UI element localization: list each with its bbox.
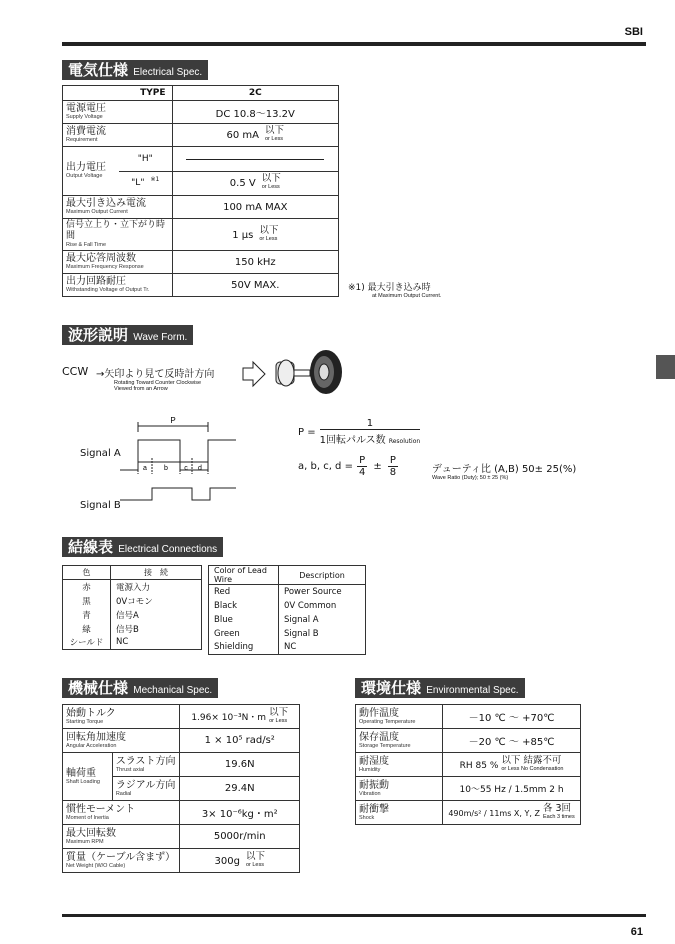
supply-label: 電源電圧 [66, 103, 106, 114]
formula-p [298, 418, 420, 446]
withstand-row [63, 274, 339, 297]
conn-jp-desc: NC [116, 637, 129, 648]
shock-unit-en: Each 3 times [542, 813, 575, 820]
formula-abcd-pm: ± [373, 461, 382, 472]
p-label: P [170, 416, 176, 425]
rise-unit-en: or Less [259, 235, 278, 242]
shock-label-en: Shock [359, 814, 375, 821]
conn-jp-head-color: 色 [63, 566, 111, 580]
conn-en-color: Black [209, 599, 279, 613]
supply-row [63, 101, 339, 124]
thrust-label-en: Thrust axial [115, 766, 145, 773]
humidity-unit-en: or Less No Condensation [501, 765, 564, 772]
table-row [209, 641, 366, 655]
accel-row [63, 729, 300, 753]
electrical-section-title [62, 60, 208, 80]
conn-en-color: Shielding [209, 641, 279, 655]
st-temp-value: －20 ℃ ～ +85℃ [443, 729, 581, 753]
shock-row [356, 801, 581, 825]
wave-title-jp: 波形説明 [68, 326, 129, 344]
max-out-label: 最大引き込み電流 [66, 198, 146, 209]
formula-abcd-den2: 8 [389, 467, 397, 478]
environmental-title-en: Environmental Spec. [426, 685, 519, 696]
encoder-illustration [240, 348, 350, 400]
humidity-label-en: Humidity [359, 766, 381, 773]
torque-row [63, 705, 300, 729]
withstand-label: 出力回路耐圧 [66, 276, 126, 287]
table-row [209, 599, 366, 613]
formula-abcd-lhs: a, b, c, d = [298, 461, 353, 472]
output-label-en: Output Voltage [66, 173, 103, 179]
environmental-title-jp: 環境仕様 [361, 679, 422, 697]
signal-a-label: Signal A [80, 448, 121, 459]
connections-table-en [208, 565, 366, 655]
inertia-value: 3× 10⁻⁶kg・m² [180, 801, 300, 825]
electrical-footnote [348, 280, 441, 299]
a-label: a [143, 465, 147, 472]
op-temp-label-en: Operating Temperature [359, 718, 416, 725]
supply-value: DC 10.8～13.2V [172, 101, 338, 124]
rise-unit: 以下 [259, 224, 279, 236]
table-row [209, 585, 366, 599]
formula-p-num: 1 [366, 418, 374, 429]
thrust-row [63, 753, 300, 777]
conn-jp-desc: 電源入力 [116, 582, 151, 593]
output-l-value: 0.5 V [229, 177, 256, 189]
vibration-label: 耐振動 [359, 779, 389, 791]
table-row [63, 608, 202, 622]
formula-abcd-den1: 4 [358, 467, 366, 478]
output-h-label: "H" [119, 147, 172, 172]
current-label: 消費電流 [66, 126, 106, 137]
environmental-section-title [355, 678, 525, 698]
table-row [209, 627, 366, 641]
footnote-jp: 最大引き込み時 [367, 283, 431, 293]
shock-unit: 各 3回 [542, 802, 572, 814]
side-index-tab [656, 355, 675, 379]
output-h-dash [186, 159, 324, 160]
mechanical-section-title [62, 678, 218, 698]
conn-en-desc: NC [284, 642, 297, 653]
current-value: 60 mA [226, 130, 259, 141]
current-label-en: Requirement [66, 137, 98, 143]
rpm-value: 5000r/min [180, 825, 300, 849]
output-l-label: "L" [131, 178, 145, 189]
mechanical-title-jp: 機械仕様 [68, 679, 129, 697]
supply-label-en: Supply Voltage [66, 114, 103, 120]
freq-label-en: Maximum Frequency Response [66, 264, 144, 270]
load-label-en: Shaft Loading [66, 778, 100, 785]
rise-row [63, 219, 339, 251]
max-out-label-en: Maximum Output Current [66, 209, 128, 215]
vibration-value: 10～55 Hz / 1.5mm 2 h [443, 777, 581, 801]
type-value: 2C [172, 86, 338, 101]
conn-jp-color: 黒 [63, 594, 111, 608]
rpm-row [63, 825, 300, 849]
conn-en-desc: 0V Common [284, 600, 337, 611]
top-rule [62, 42, 646, 46]
table-row [63, 636, 202, 650]
electrical-spec-table [62, 85, 339, 297]
rise-value: 1 μs [232, 229, 254, 241]
torque-value: 1.96× 10⁻³N・m [191, 712, 267, 723]
weight-label-en: Net Weight (W/O Cable) [66, 862, 126, 869]
duty-ratio [432, 460, 576, 481]
footnote-mark: ※1) [348, 283, 365, 293]
weight-row [63, 849, 300, 873]
weight-unit-en: or Less [245, 861, 264, 868]
vibration-row [356, 777, 581, 801]
conn-jp-head-conn: 接 続 [111, 566, 202, 580]
formula-abcd-num: P [359, 455, 366, 466]
arrow-icon [243, 362, 265, 386]
conn-jp-color: 青 [63, 608, 111, 622]
rotation-description [96, 365, 214, 392]
conn-en-color: Blue [209, 613, 279, 627]
inertia-row [63, 801, 300, 825]
rotation-jp: →矢印より見て反時計方向 [96, 369, 215, 380]
rpm-label: 最大回転数 [66, 827, 116, 839]
torque-label-en: Starting Torque [66, 718, 104, 725]
conn-en-desc: Signal B [284, 628, 319, 639]
st-temp-label-en: Storage Temperature [359, 742, 411, 749]
weight-label: 質量（ケーブル含まず） [66, 851, 176, 863]
formula-abcd [298, 455, 398, 478]
ccw-label: CCW [62, 365, 89, 378]
op-temp-row [356, 705, 581, 729]
accel-label: 回転角加速度 [66, 731, 126, 743]
environmental-spec-table [355, 704, 581, 825]
shock-value: 490m/s² / 11ms X, Y, Z [448, 808, 540, 818]
connections-table-jp [62, 565, 202, 650]
table-row [63, 622, 202, 636]
max-out-row [63, 196, 339, 219]
mechanical-title-en: Mechanical Spec. [133, 685, 213, 696]
st-temp-label: 保存温度 [359, 731, 399, 743]
max-out-value: 100 mA MAX [172, 196, 338, 219]
bottom-rule [62, 914, 646, 917]
accel-label-en: Angular Acceleration [66, 742, 117, 749]
weight-value: 300g [214, 855, 240, 867]
current-unit-en: or Less [265, 136, 284, 142]
table-row [63, 594, 202, 608]
formula-p-lhs: P = [298, 426, 316, 438]
freq-value: 150 kHz [172, 251, 338, 274]
shock-label: 耐衝撃 [359, 803, 389, 815]
op-temp-label: 動作温度 [359, 707, 399, 719]
output-l-unit: 以下 [261, 173, 281, 184]
current-unit: 以下 [265, 125, 285, 136]
inertia-label-en: Moment of Inertia [66, 814, 109, 821]
radial-label: ラジアル方向 [115, 779, 176, 791]
withstand-label-en: Withstanding Voltage of Output Tr. [66, 287, 150, 293]
current-row [63, 124, 339, 147]
withstand-value: 50V MAX. [172, 274, 338, 297]
type-label: TYPE [63, 86, 173, 101]
footnote-en: at Maximum Output Current. [372, 293, 442, 299]
humidity-row [356, 753, 581, 777]
torque-label: 始動トルク [66, 707, 116, 719]
conn-en-color: Red [209, 585, 279, 599]
formula-abcd-num2: P [389, 455, 396, 466]
rise-label-en: Rise & Fall Time [66, 242, 107, 248]
formula-p-den-en: Resolution [388, 438, 421, 445]
electrical-title-en: Electrical Spec. [133, 67, 203, 78]
freq-row [63, 251, 339, 274]
conn-en-head-color: Color of Lead Wire [209, 566, 279, 585]
conn-en-desc: Signal A [284, 614, 319, 625]
c-label: c [184, 465, 188, 472]
duty-en: Wave Ratio (Duty); 50 ± 25 (%) [432, 475, 509, 481]
rpm-label-en: Maximum RPM [66, 838, 104, 845]
output-l-unit-en: or Less [261, 184, 280, 190]
load-label: 軸荷重 [66, 767, 96, 779]
conn-en-desc: Power Source [284, 586, 342, 597]
output-l-note: ※1 [150, 175, 160, 183]
wave-title-en: Wave Form. [133, 332, 188, 343]
rotation-en-2: Viewed from an Arrow [114, 386, 168, 392]
rotation-en-1: Rotating Toward Counter Clockwise [114, 380, 202, 386]
thrust-label: スラスト方向 [115, 755, 176, 767]
humidity-value: RH 85 % [459, 760, 499, 771]
humidity-unit: 以下 結露不可 [501, 754, 562, 766]
torque-unit-en: or Less [269, 717, 288, 724]
duty-jp: デューティ比 (A,B) 50± 25(%) [432, 464, 577, 475]
wave-section-title [62, 325, 193, 345]
inertia-label: 慣性モーメント [66, 803, 136, 815]
radial-value: 29.4N [180, 777, 300, 801]
weight-unit: 以下 [245, 850, 265, 862]
conn-jp-desc: 信号B [116, 624, 139, 635]
mechanical-spec-table [62, 704, 300, 873]
conn-en-head-desc: Description [279, 566, 366, 585]
conn-jp-color: 赤 [63, 580, 111, 594]
accel-value: 1 × 10⁵ rad/s² [180, 729, 300, 753]
output-row [63, 147, 339, 196]
connections-section-title [62, 537, 223, 557]
conn-en-color: Green [209, 627, 279, 641]
table-row [209, 613, 366, 627]
thrust-value: 19.6N [180, 753, 300, 777]
torque-unit: 以下 [269, 706, 289, 718]
d-label: d [198, 465, 202, 472]
humidity-label: 耐湿度 [359, 755, 389, 767]
vibration-label-en: Vibration [359, 790, 381, 797]
signal-b-label: Signal B [80, 500, 121, 511]
st-temp-row [356, 729, 581, 753]
electrical-title-jp: 電気仕様 [68, 61, 129, 79]
conn-jp-color: 緑 [63, 622, 111, 636]
formula-p-den: 1回転パルス数 [319, 435, 386, 446]
connections-title-en: Electrical Connections [118, 544, 218, 555]
rise-label: 信号立上り・立下がり時間 [66, 220, 166, 241]
brand-label: SBI [624, 26, 643, 38]
freq-label: 最大応答周波数 [66, 253, 136, 264]
radial-label-en: Radial [115, 790, 132, 797]
page-number: 61 [630, 926, 643, 938]
b-label: b [164, 465, 168, 472]
conn-jp-color: シールド [63, 636, 111, 650]
output-label: 出力電圧 [66, 162, 106, 173]
connections-title-jp: 結線表 [68, 538, 114, 556]
table-row [63, 580, 202, 594]
conn-jp-desc: 信号A [116, 610, 139, 621]
op-temp-value: －10 ℃ ～ +70℃ [443, 705, 581, 729]
conn-jp-desc: 0Vコモン [116, 596, 153, 607]
